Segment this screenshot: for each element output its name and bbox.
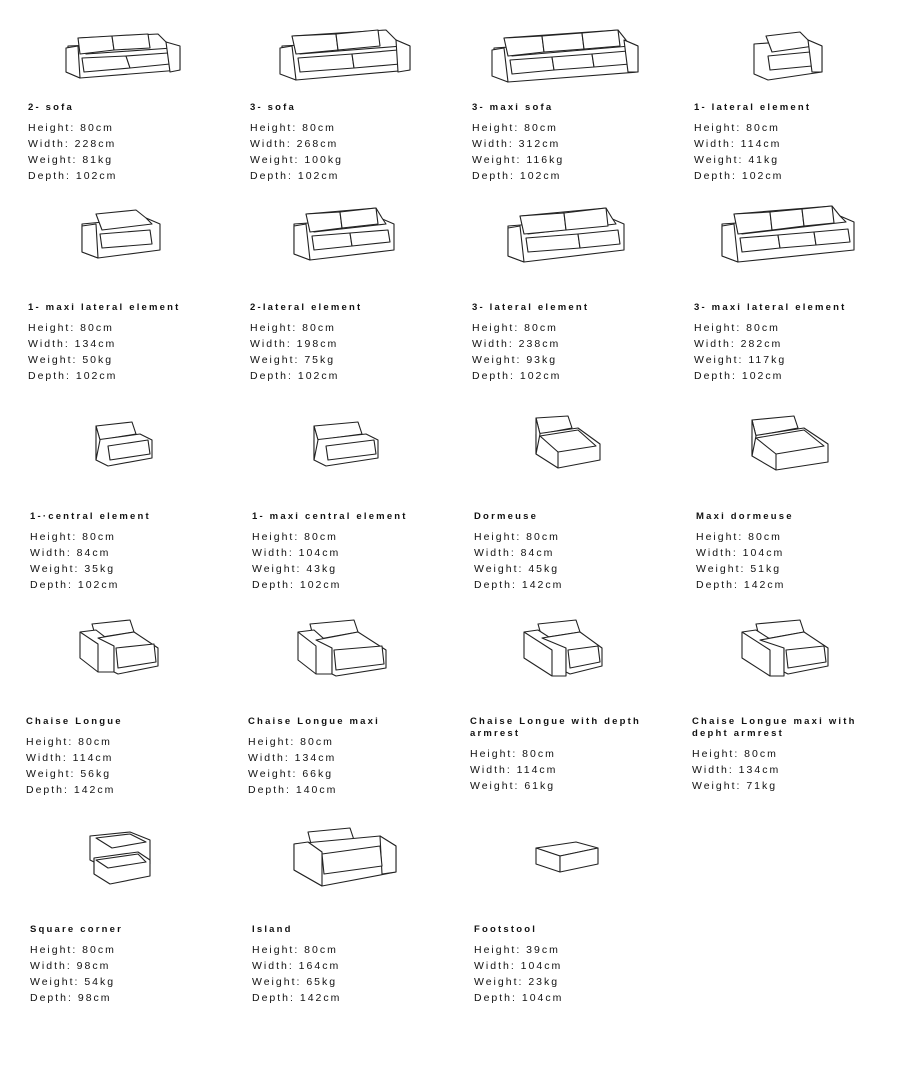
product-specs bbox=[248, 734, 337, 798]
product-specs bbox=[30, 942, 116, 1006]
product-title: 1-·central element bbox=[30, 511, 151, 522]
depth-spec: Depth: 98cm bbox=[30, 992, 112, 1004]
depth-spec: Depth: 102cm bbox=[472, 170, 562, 182]
depth-spec: Depth: 142cm bbox=[474, 579, 564, 591]
product-specs bbox=[250, 120, 343, 184]
depth-spec: Depth: 142cm bbox=[696, 579, 786, 591]
depth-spec: Depth: 102cm bbox=[30, 579, 120, 591]
depth-spec: Depth: 102cm bbox=[250, 370, 340, 382]
width-spec: Width: 104cm bbox=[696, 547, 785, 559]
weight-spec: Weight: 56kg bbox=[26, 768, 112, 780]
chaise-longue-maxi-icon bbox=[296, 618, 390, 678]
one-maxi-lateral-element-icon bbox=[80, 206, 164, 262]
weight-spec: Weight: 45kg bbox=[474, 563, 560, 575]
depth-spec: Depth: 102cm bbox=[250, 170, 340, 182]
weight-spec: Weight: 41kg bbox=[694, 154, 780, 166]
weight-spec: Weight: 51kg bbox=[696, 563, 782, 575]
product-specs bbox=[252, 942, 341, 1006]
product-specs bbox=[474, 529, 563, 593]
height-spec: Height: 80cm bbox=[30, 944, 116, 956]
height-spec: Height: 80cm bbox=[472, 122, 558, 134]
two-seat-sofa-icon bbox=[62, 28, 182, 84]
product-title: 1- maxi lateral element bbox=[28, 302, 181, 313]
height-spec: Height: 80cm bbox=[252, 531, 338, 543]
width-spec: Width: 114cm bbox=[694, 138, 782, 150]
product-title: 3- lateral element bbox=[472, 302, 590, 313]
weight-spec: Weight: 43kg bbox=[252, 563, 338, 575]
product-specs bbox=[26, 734, 115, 798]
product-title: 1- maxi central element bbox=[252, 511, 408, 522]
height-spec: Height: 80cm bbox=[474, 531, 560, 543]
height-spec: Height: 80cm bbox=[30, 531, 116, 543]
chaise-longue-icon bbox=[78, 618, 162, 676]
height-spec: Height: 39cm bbox=[474, 944, 560, 956]
product-title: Island bbox=[252, 924, 293, 935]
width-spec: Width: 312cm bbox=[472, 138, 561, 150]
height-spec: Height: 80cm bbox=[470, 748, 556, 760]
height-spec: Height: 80cm bbox=[26, 736, 112, 748]
product-title: Maxi dormeuse bbox=[696, 511, 794, 522]
width-spec: Width: 104cm bbox=[474, 960, 563, 972]
weight-spec: Weight: 81kg bbox=[28, 154, 114, 166]
product-specs bbox=[696, 529, 785, 593]
height-spec: Height: 80cm bbox=[252, 944, 338, 956]
weight-spec: Weight: 61kg bbox=[470, 780, 556, 792]
depth-spec: Depth: 142cm bbox=[252, 992, 342, 1004]
two-lateral-element-icon bbox=[292, 206, 398, 264]
width-spec: Width: 164cm bbox=[252, 960, 341, 972]
height-spec: Height: 80cm bbox=[694, 322, 780, 334]
product-specs bbox=[28, 320, 117, 384]
weight-spec: Weight: 65kg bbox=[252, 976, 338, 988]
weight-spec: Weight: 117kg bbox=[694, 354, 787, 366]
product-specs bbox=[470, 746, 557, 794]
width-spec: Width: 268cm bbox=[250, 138, 339, 150]
weight-spec: Weight: 23kg bbox=[474, 976, 560, 988]
height-spec: Height: 80cm bbox=[248, 736, 334, 748]
width-spec: Width: 114cm bbox=[26, 752, 114, 764]
chaise-longue-depth-armrest-icon bbox=[522, 618, 606, 678]
product-title: 2-lateral element bbox=[250, 302, 363, 313]
width-spec: Width: 84cm bbox=[474, 547, 555, 559]
three-maxi-lateral-element-icon bbox=[720, 204, 858, 264]
product-title: 3- maxi sofa bbox=[472, 102, 554, 113]
product-title: 1- lateral element bbox=[694, 102, 812, 113]
maxi-dormeuse-icon bbox=[748, 414, 832, 472]
product-title: 2- sofa bbox=[28, 102, 75, 113]
height-spec: Height: 80cm bbox=[694, 122, 780, 134]
product-specs bbox=[30, 529, 119, 593]
height-spec: Height: 80cm bbox=[250, 122, 336, 134]
product-specs bbox=[472, 120, 564, 184]
width-spec: Width: 134cm bbox=[692, 764, 781, 776]
width-spec: Width: 238cm bbox=[472, 338, 561, 350]
width-spec: Width: 114cm bbox=[470, 764, 558, 776]
product-specs bbox=[694, 120, 783, 184]
weight-spec: Weight: 71kg bbox=[692, 780, 778, 792]
square-corner-icon bbox=[88, 830, 160, 886]
depth-spec: Depth: 104cm bbox=[474, 992, 564, 1004]
product-title: Chaise Longue maxi bbox=[248, 716, 380, 727]
three-lateral-element-icon bbox=[506, 206, 628, 264]
width-spec: Width: 282cm bbox=[694, 338, 783, 350]
product-specs bbox=[474, 942, 563, 1006]
product-specs bbox=[252, 529, 341, 593]
width-spec: Width: 84cm bbox=[30, 547, 111, 559]
width-spec: Width: 98cm bbox=[30, 960, 111, 972]
three-seat-maxi-sofa-icon bbox=[490, 26, 640, 88]
depth-spec: Depth: 102cm bbox=[472, 370, 562, 382]
three-seat-sofa-icon bbox=[278, 26, 412, 86]
weight-spec: Weight: 93kg bbox=[472, 354, 558, 366]
product-specs bbox=[472, 320, 561, 384]
product-title: Chaise Longue with depth armrest bbox=[470, 716, 642, 739]
product-specs bbox=[694, 320, 786, 384]
weight-spec: Weight: 100kg bbox=[250, 154, 343, 166]
product-title: Chaise Longue bbox=[26, 716, 123, 727]
height-spec: Height: 80cm bbox=[250, 322, 336, 334]
product-title: Footstool bbox=[474, 924, 538, 935]
product-title: 3- sofa bbox=[250, 102, 297, 113]
width-spec: Width: 134cm bbox=[248, 752, 337, 764]
one-maxi-central-element-icon bbox=[310, 416, 382, 468]
product-title: Chaise Longue maxi with depht armrest bbox=[692, 716, 857, 739]
depth-spec: Depth: 102cm bbox=[694, 170, 784, 182]
footstool-icon bbox=[532, 840, 602, 876]
depth-spec: Depth: 102cm bbox=[28, 170, 118, 182]
width-spec: Width: 228cm bbox=[28, 138, 117, 150]
weight-spec: Weight: 66kg bbox=[248, 768, 334, 780]
height-spec: Height: 80cm bbox=[696, 531, 782, 543]
one-central-element-icon bbox=[92, 416, 156, 468]
product-specs bbox=[250, 320, 339, 384]
width-spec: Width: 134cm bbox=[28, 338, 117, 350]
dormeuse-icon bbox=[532, 414, 604, 470]
depth-spec: Depth: 102cm bbox=[252, 579, 342, 591]
depth-spec: Depth: 102cm bbox=[28, 370, 118, 382]
height-spec: Height: 80cm bbox=[692, 748, 778, 760]
depth-spec: Depth: 140cm bbox=[248, 784, 338, 796]
height-spec: Height: 80cm bbox=[28, 122, 114, 134]
chaise-longue-maxi-depth-armrest-icon bbox=[740, 618, 832, 678]
island-icon bbox=[292, 826, 398, 888]
height-spec: Height: 80cm bbox=[472, 322, 558, 334]
weight-spec: Weight: 35kg bbox=[30, 563, 116, 575]
weight-spec: Weight: 116kg bbox=[472, 154, 565, 166]
depth-spec: Depth: 102cm bbox=[694, 370, 784, 382]
width-spec: Width: 198cm bbox=[250, 338, 339, 350]
product-title: Square corner bbox=[30, 924, 124, 935]
depth-spec: Depth: 142cm bbox=[26, 784, 116, 796]
one-lateral-element-icon bbox=[752, 30, 826, 84]
width-spec: Width: 104cm bbox=[252, 547, 341, 559]
product-title: 3- maxi lateral element bbox=[694, 302, 847, 313]
height-spec: Height: 80cm bbox=[28, 322, 114, 334]
product-specs bbox=[28, 120, 117, 184]
weight-spec: Weight: 50kg bbox=[28, 354, 114, 366]
weight-spec: Weight: 54kg bbox=[30, 976, 116, 988]
weight-spec: Weight: 75kg bbox=[250, 354, 336, 366]
product-specs bbox=[692, 746, 780, 794]
product-title: Dormeuse bbox=[474, 511, 539, 522]
